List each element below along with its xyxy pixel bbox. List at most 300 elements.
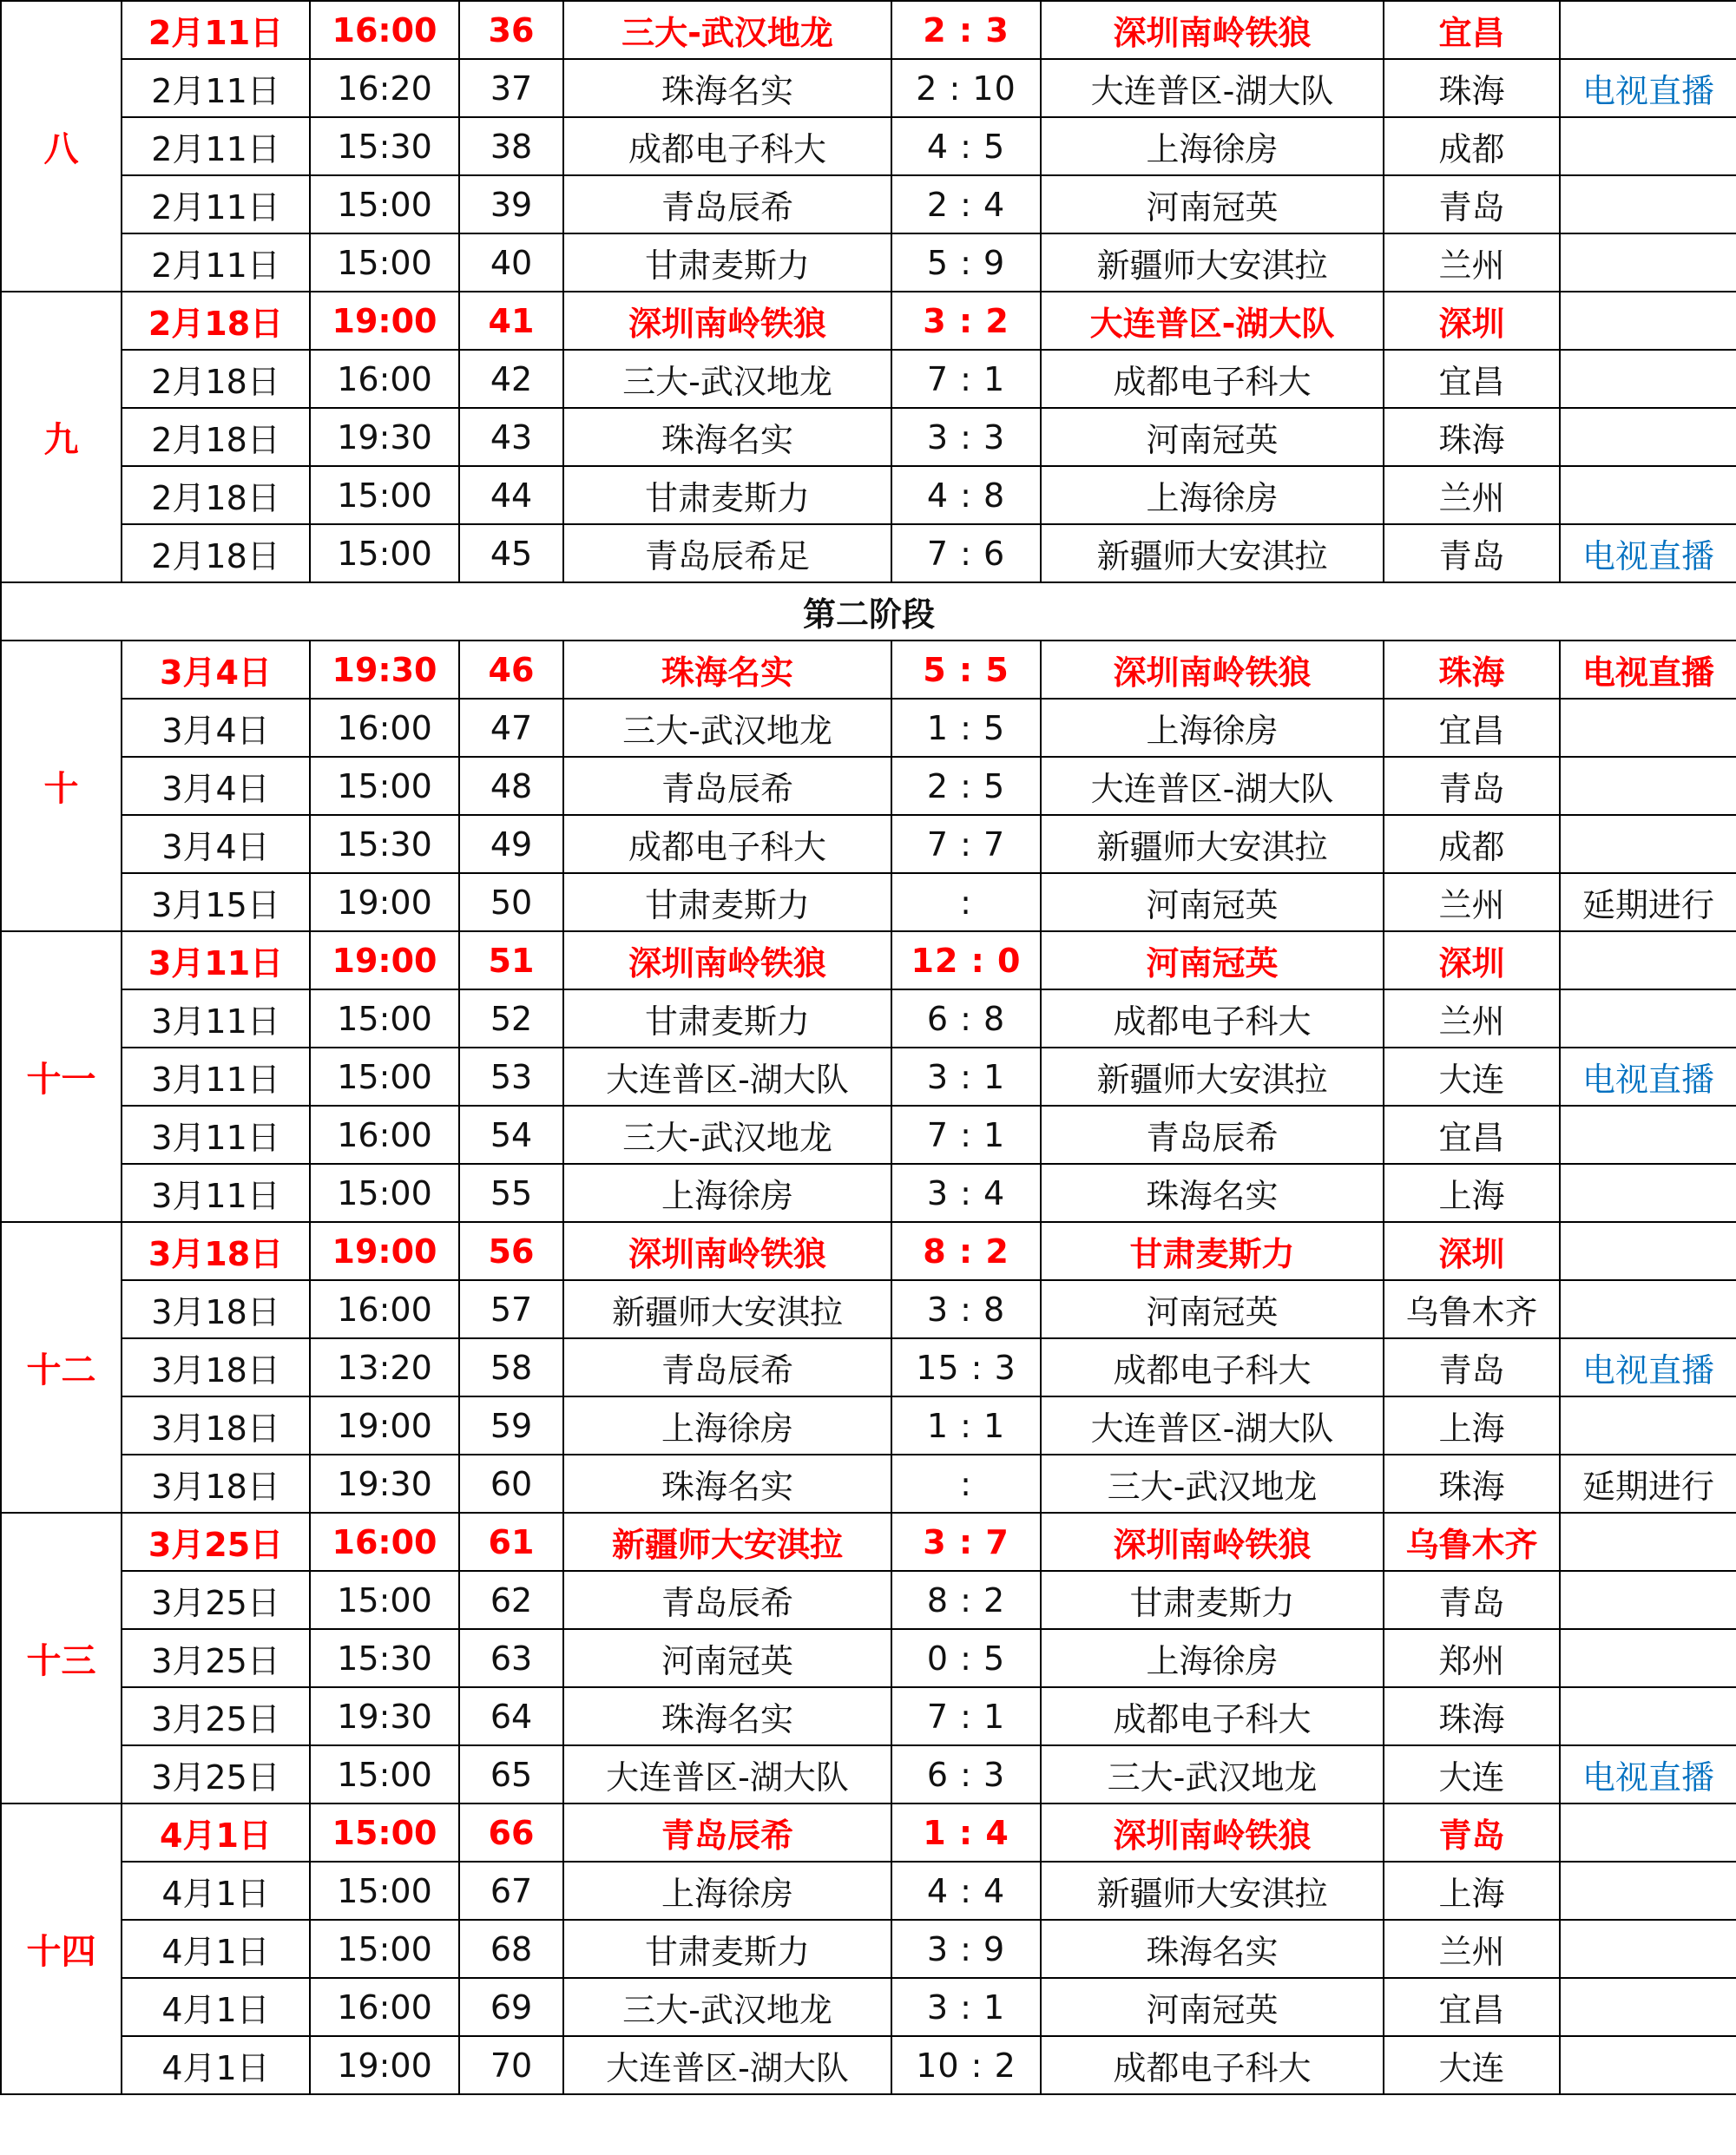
home-team: 大连普区-湖大队 (563, 1048, 891, 1106)
match-number: 55 (459, 1164, 563, 1222)
match-date: 3月18日 (122, 1338, 310, 1396)
away-team: 上海徐房 (1041, 466, 1384, 524)
match-date: 3月18日 (122, 1396, 310, 1455)
match-number: 47 (459, 699, 563, 757)
match-time: 15:30 (310, 117, 459, 175)
away-team: 成都电子科大 (1041, 989, 1384, 1048)
match-row (1, 2036, 1736, 2094)
away-team: 成都电子科大 (1041, 350, 1384, 408)
match-venue: 上海 (1384, 1862, 1560, 1920)
home-team: 深圳南岭铁狼 (563, 931, 891, 989)
match-row (1, 408, 1736, 466)
match-score: : (891, 1455, 1041, 1513)
match-note (1560, 292, 1736, 350)
match-score: 12 : 0 (891, 931, 1041, 989)
match-row (1, 931, 1736, 989)
match-score: : (891, 873, 1041, 931)
home-team: 珠海名实 (563, 641, 891, 699)
away-team: 三大-武汉地龙 (1041, 1745, 1384, 1803)
away-team: 上海徐房 (1041, 699, 1384, 757)
home-team: 三大-武汉地龙 (563, 1978, 891, 2036)
match-date: 3月4日 (122, 641, 310, 699)
match-row (1, 59, 1736, 117)
home-team: 大连普区-湖大队 (563, 2036, 891, 2094)
home-team: 甘肃麦斯力 (563, 873, 891, 931)
away-team: 河南冠英 (1041, 1978, 1384, 2036)
match-score: 7 : 1 (891, 1106, 1041, 1164)
match-time: 15:00 (310, 1920, 459, 1978)
away-team: 深圳南岭铁狼 (1041, 641, 1384, 699)
home-team: 上海徐房 (563, 1164, 891, 1222)
match-time: 19:00 (310, 292, 459, 350)
match-time: 16:00 (310, 1, 459, 59)
match-score: 3 : 2 (891, 292, 1041, 350)
match-date: 3月25日 (122, 1629, 310, 1687)
match-note (1560, 1396, 1736, 1455)
match-row (1, 757, 1736, 815)
match-score: 4 : 5 (891, 117, 1041, 175)
match-note (1560, 2036, 1736, 2094)
home-team: 青岛辰希 (563, 1803, 891, 1862)
match-time: 15:00 (310, 757, 459, 815)
match-date: 3月4日 (122, 757, 310, 815)
match-row (1, 524, 1736, 582)
match-note (1560, 815, 1736, 873)
match-date: 2月18日 (122, 466, 310, 524)
away-team: 大连普区-湖大队 (1041, 292, 1384, 350)
match-score: 3 : 7 (891, 1513, 1041, 1571)
match-row (1, 873, 1736, 931)
round-label: 十一 (1, 931, 122, 1222)
match-score: 3 : 8 (891, 1280, 1041, 1338)
match-note (1560, 1222, 1736, 1280)
home-team: 珠海名实 (563, 1455, 891, 1513)
match-venue: 上海 (1384, 1396, 1560, 1455)
match-time: 19:00 (310, 873, 459, 931)
match-number: 61 (459, 1513, 563, 1571)
match-score: 7 : 6 (891, 524, 1041, 582)
match-note: 电视直播 (1560, 1745, 1736, 1803)
match-number: 42 (459, 350, 563, 408)
match-venue: 成都 (1384, 815, 1560, 873)
match-note (1560, 350, 1736, 408)
match-time: 15:00 (310, 1048, 459, 1106)
match-date: 2月18日 (122, 292, 310, 350)
home-team: 新疆师大安淇拉 (563, 1513, 891, 1571)
round-label: 十四 (1, 1803, 122, 2094)
match-note (1560, 1862, 1736, 1920)
match-time: 19:00 (310, 931, 459, 989)
home-team: 青岛辰希足 (563, 524, 891, 582)
match-date: 2月18日 (122, 524, 310, 582)
home-team: 青岛辰希 (563, 1338, 891, 1396)
match-time: 16:00 (310, 1280, 459, 1338)
away-team: 河南冠英 (1041, 873, 1384, 931)
match-date: 2月11日 (122, 1, 310, 59)
match-row (1, 1338, 1736, 1396)
match-time: 16:00 (310, 1978, 459, 2036)
match-score: 3 : 4 (891, 1164, 1041, 1222)
match-date: 3月18日 (122, 1280, 310, 1338)
match-row (1, 1745, 1736, 1803)
match-number: 37 (459, 59, 563, 117)
match-number: 36 (459, 1, 563, 59)
match-note: 电视直播 (1560, 1338, 1736, 1396)
match-row (1, 1164, 1736, 1222)
match-venue: 珠海 (1384, 59, 1560, 117)
match-row (1, 641, 1736, 699)
match-score: 7 : 1 (891, 1687, 1041, 1745)
match-score: 4 : 8 (891, 466, 1041, 524)
round-label: 八 (1, 1, 122, 292)
away-team: 大连普区-湖大队 (1041, 757, 1384, 815)
match-venue: 宜昌 (1384, 1106, 1560, 1164)
match-note (1560, 117, 1736, 175)
away-team: 河南冠英 (1041, 931, 1384, 989)
match-number: 39 (459, 175, 563, 233)
match-number: 49 (459, 815, 563, 873)
match-time: 15:00 (310, 989, 459, 1048)
away-team: 大连普区-湖大队 (1041, 1396, 1384, 1455)
match-number: 56 (459, 1222, 563, 1280)
match-date: 3月25日 (122, 1571, 310, 1629)
match-number: 52 (459, 989, 563, 1048)
match-score: 1 : 1 (891, 1396, 1041, 1455)
match-number: 57 (459, 1280, 563, 1338)
match-row (1, 117, 1736, 175)
match-time: 19:30 (310, 1687, 459, 1745)
match-row (1, 1222, 1736, 1280)
match-score: 2 : 4 (891, 175, 1041, 233)
match-note (1560, 757, 1736, 815)
stage-label: 第二阶段 (1, 582, 1736, 641)
match-score: 8 : 2 (891, 1222, 1041, 1280)
match-note (1560, 1978, 1736, 2036)
match-note (1560, 931, 1736, 989)
match-score: 6 : 3 (891, 1745, 1041, 1803)
match-score: 0 : 5 (891, 1629, 1041, 1687)
match-date: 3月11日 (122, 1164, 310, 1222)
match-row (1, 815, 1736, 873)
home-team: 青岛辰希 (563, 757, 891, 815)
match-date: 3月11日 (122, 1048, 310, 1106)
match-time: 16:00 (310, 699, 459, 757)
match-venue: 珠海 (1384, 641, 1560, 699)
match-score: 4 : 4 (891, 1862, 1041, 1920)
away-team: 成都电子科大 (1041, 1687, 1384, 1745)
match-number: 63 (459, 1629, 563, 1687)
match-score: 7 : 7 (891, 815, 1041, 873)
match-time: 16:00 (310, 350, 459, 408)
match-note (1560, 989, 1736, 1048)
match-number: 66 (459, 1803, 563, 1862)
second-stage-rounds (1, 641, 1736, 2094)
match-venue: 珠海 (1384, 1455, 1560, 1513)
away-team: 珠海名实 (1041, 1920, 1384, 1978)
match-row (1, 1978, 1736, 2036)
match-row (1, 989, 1736, 1048)
match-time: 19:00 (310, 1396, 459, 1455)
match-note (1560, 175, 1736, 233)
match-time: 15:00 (310, 466, 459, 524)
match-number: 64 (459, 1687, 563, 1745)
match-number: 46 (459, 641, 563, 699)
match-venue: 宜昌 (1384, 350, 1560, 408)
match-venue: 深圳 (1384, 1222, 1560, 1280)
match-venue: 宜昌 (1384, 699, 1560, 757)
match-date: 3月11日 (122, 931, 310, 989)
match-time: 15:00 (310, 1862, 459, 1920)
match-date: 2月18日 (122, 350, 310, 408)
match-venue: 青岛 (1384, 1571, 1560, 1629)
match-row (1, 350, 1736, 408)
match-time: 15:00 (310, 524, 459, 582)
match-row (1, 1048, 1736, 1106)
match-time: 15:00 (310, 175, 459, 233)
match-venue: 青岛 (1384, 757, 1560, 815)
match-row (1, 1, 1736, 59)
away-team: 甘肃麦斯力 (1041, 1222, 1384, 1280)
match-note (1560, 1803, 1736, 1862)
match-row (1, 1106, 1736, 1164)
match-row (1, 1920, 1736, 1978)
home-team: 青岛辰希 (563, 1571, 891, 1629)
match-time: 16:00 (310, 1106, 459, 1164)
match-venue: 宜昌 (1384, 1978, 1560, 2036)
match-time: 16:20 (310, 59, 459, 117)
match-number: 69 (459, 1978, 563, 2036)
away-team: 新疆师大安淇拉 (1041, 815, 1384, 873)
stage-divider (1, 582, 1736, 641)
home-team: 珠海名实 (563, 408, 891, 466)
round-label: 十二 (1, 1222, 122, 1513)
match-note (1560, 1280, 1736, 1338)
match-venue: 大连 (1384, 1048, 1560, 1106)
match-note: 电视直播 (1560, 1048, 1736, 1106)
home-team: 青岛辰希 (563, 175, 891, 233)
match-date: 3月4日 (122, 699, 310, 757)
home-team: 甘肃麦斯力 (563, 466, 891, 524)
match-date: 3月15日 (122, 873, 310, 931)
match-venue: 郑州 (1384, 1629, 1560, 1687)
match-note (1560, 1629, 1736, 1687)
match-score: 5 : 9 (891, 233, 1041, 292)
match-date: 4月1日 (122, 1978, 310, 2036)
match-note (1560, 1, 1736, 59)
match-time: 19:30 (310, 408, 459, 466)
match-number: 59 (459, 1396, 563, 1455)
match-date: 3月4日 (122, 815, 310, 873)
match-note: 电视直播 (1560, 59, 1736, 117)
away-team: 河南冠英 (1041, 175, 1384, 233)
match-row (1, 175, 1736, 233)
away-team: 深圳南岭铁狼 (1041, 1803, 1384, 1862)
match-note (1560, 1513, 1736, 1571)
match-venue: 青岛 (1384, 524, 1560, 582)
match-row (1, 1513, 1736, 1571)
match-time: 15:30 (310, 815, 459, 873)
away-team: 上海徐房 (1041, 117, 1384, 175)
match-note (1560, 1106, 1736, 1164)
match-number: 70 (459, 2036, 563, 2094)
match-score: 2 : 10 (891, 59, 1041, 117)
match-time: 19:00 (310, 1222, 459, 1280)
match-date: 3月25日 (122, 1513, 310, 1571)
match-date: 4月1日 (122, 1803, 310, 1862)
away-team: 三大-武汉地龙 (1041, 1455, 1384, 1513)
home-team: 三大-武汉地龙 (563, 350, 891, 408)
match-note (1560, 699, 1736, 757)
match-score: 3 : 1 (891, 1978, 1041, 2036)
match-date: 2月11日 (122, 117, 310, 175)
stage-row (1, 582, 1736, 641)
match-number: 65 (459, 1745, 563, 1803)
away-team: 新疆师大安淇拉 (1041, 1048, 1384, 1106)
match-score: 6 : 8 (891, 989, 1041, 1048)
match-time: 15:00 (310, 1803, 459, 1862)
match-note (1560, 408, 1736, 466)
match-row (1, 1629, 1736, 1687)
match-score: 7 : 1 (891, 350, 1041, 408)
match-score: 10 : 2 (891, 2036, 1041, 2094)
match-row (1, 1687, 1736, 1745)
match-time: 19:30 (310, 1455, 459, 1513)
home-team: 三大-武汉地龙 (563, 699, 891, 757)
match-number: 44 (459, 466, 563, 524)
match-row (1, 1280, 1736, 1338)
match-venue: 上海 (1384, 1164, 1560, 1222)
match-number: 38 (459, 117, 563, 175)
match-note: 电视直播 (1560, 641, 1736, 699)
match-note: 延期进行 (1560, 1455, 1736, 1513)
match-venue: 兰州 (1384, 233, 1560, 292)
match-number: 62 (459, 1571, 563, 1629)
away-team: 深圳南岭铁狼 (1041, 1513, 1384, 1571)
match-number: 40 (459, 233, 563, 292)
match-note (1560, 1920, 1736, 1978)
away-team: 新疆师大安淇拉 (1041, 233, 1384, 292)
match-row (1, 1396, 1736, 1455)
match-note (1560, 1164, 1736, 1222)
away-team: 成都电子科大 (1041, 2036, 1384, 2094)
match-time: 15:00 (310, 1164, 459, 1222)
match-score: 8 : 2 (891, 1571, 1041, 1629)
match-venue: 兰州 (1384, 466, 1560, 524)
match-venue: 乌鲁木齐 (1384, 1280, 1560, 1338)
home-team: 珠海名实 (563, 1687, 891, 1745)
match-date: 3月18日 (122, 1455, 310, 1513)
match-row (1, 1455, 1736, 1513)
match-date: 2月18日 (122, 408, 310, 466)
match-score: 1 : 5 (891, 699, 1041, 757)
home-team: 甘肃麦斯力 (563, 989, 891, 1048)
home-team: 三大-武汉地龙 (563, 1, 891, 59)
match-date: 2月11日 (122, 175, 310, 233)
away-team: 新疆师大安淇拉 (1041, 1862, 1384, 1920)
home-team: 新疆师大安淇拉 (563, 1280, 891, 1338)
match-date: 3月18日 (122, 1222, 310, 1280)
round-label: 九 (1, 292, 122, 582)
match-date: 4月1日 (122, 1920, 310, 1978)
match-note (1560, 1687, 1736, 1745)
match-venue: 乌鲁木齐 (1384, 1513, 1560, 1571)
match-time: 16:00 (310, 1513, 459, 1571)
match-number: 51 (459, 931, 563, 989)
round-label: 十三 (1, 1513, 122, 1803)
match-number: 60 (459, 1455, 563, 1513)
away-team: 珠海名实 (1041, 1164, 1384, 1222)
match-note: 延期进行 (1560, 873, 1736, 931)
match-number: 58 (459, 1338, 563, 1396)
home-team: 上海徐房 (563, 1862, 891, 1920)
match-venue: 深圳 (1384, 931, 1560, 989)
away-team: 新疆师大安淇拉 (1041, 524, 1384, 582)
away-team: 大连普区-湖大队 (1041, 59, 1384, 117)
away-team: 上海徐房 (1041, 1629, 1384, 1687)
match-date: 2月11日 (122, 233, 310, 292)
match-date: 3月11日 (122, 1106, 310, 1164)
match-score: 1 : 4 (891, 1803, 1041, 1862)
home-team: 甘肃麦斯力 (563, 233, 891, 292)
match-time: 13:20 (310, 1338, 459, 1396)
match-date: 3月25日 (122, 1745, 310, 1803)
match-score: 2 : 5 (891, 757, 1041, 815)
home-team: 大连普区-湖大队 (563, 1745, 891, 1803)
match-row (1, 1862, 1736, 1920)
match-venue: 兰州 (1384, 873, 1560, 931)
match-note (1560, 466, 1736, 524)
home-team: 深圳南岭铁狼 (563, 1222, 891, 1280)
home-team: 河南冠英 (563, 1629, 891, 1687)
home-team: 成都电子科大 (563, 117, 891, 175)
away-team: 河南冠英 (1041, 408, 1384, 466)
match-venue: 珠海 (1384, 1687, 1560, 1745)
match-time: 15:00 (310, 1571, 459, 1629)
match-venue: 兰州 (1384, 1920, 1560, 1978)
match-score: 3 : 1 (891, 1048, 1041, 1106)
away-team: 河南冠英 (1041, 1280, 1384, 1338)
round-label: 十 (1, 641, 122, 931)
match-date: 4月1日 (122, 1862, 310, 1920)
home-team: 三大-武汉地龙 (563, 1106, 891, 1164)
away-team: 青岛辰希 (1041, 1106, 1384, 1164)
match-number: 54 (459, 1106, 563, 1164)
match-note: 电视直播 (1560, 524, 1736, 582)
match-score: 2 : 3 (891, 1, 1041, 59)
match-number: 68 (459, 1920, 563, 1978)
match-number: 53 (459, 1048, 563, 1106)
match-note (1560, 1571, 1736, 1629)
match-row (1, 292, 1736, 350)
match-row (1, 1571, 1736, 1629)
match-venue: 珠海 (1384, 408, 1560, 466)
match-time: 19:00 (310, 2036, 459, 2094)
match-number: 48 (459, 757, 563, 815)
match-venue: 成都 (1384, 117, 1560, 175)
match-number: 43 (459, 408, 563, 466)
match-time: 15:00 (310, 233, 459, 292)
match-number: 41 (459, 292, 563, 350)
match-row (1, 466, 1736, 524)
match-time: 15:30 (310, 1629, 459, 1687)
match-venue: 大连 (1384, 1745, 1560, 1803)
match-score: 5 : 5 (891, 641, 1041, 699)
home-team: 珠海名实 (563, 59, 891, 117)
match-venue: 大连 (1384, 2036, 1560, 2094)
away-team: 深圳南岭铁狼 (1041, 1, 1384, 59)
match-date: 3月11日 (122, 989, 310, 1048)
home-team: 成都电子科大 (563, 815, 891, 873)
